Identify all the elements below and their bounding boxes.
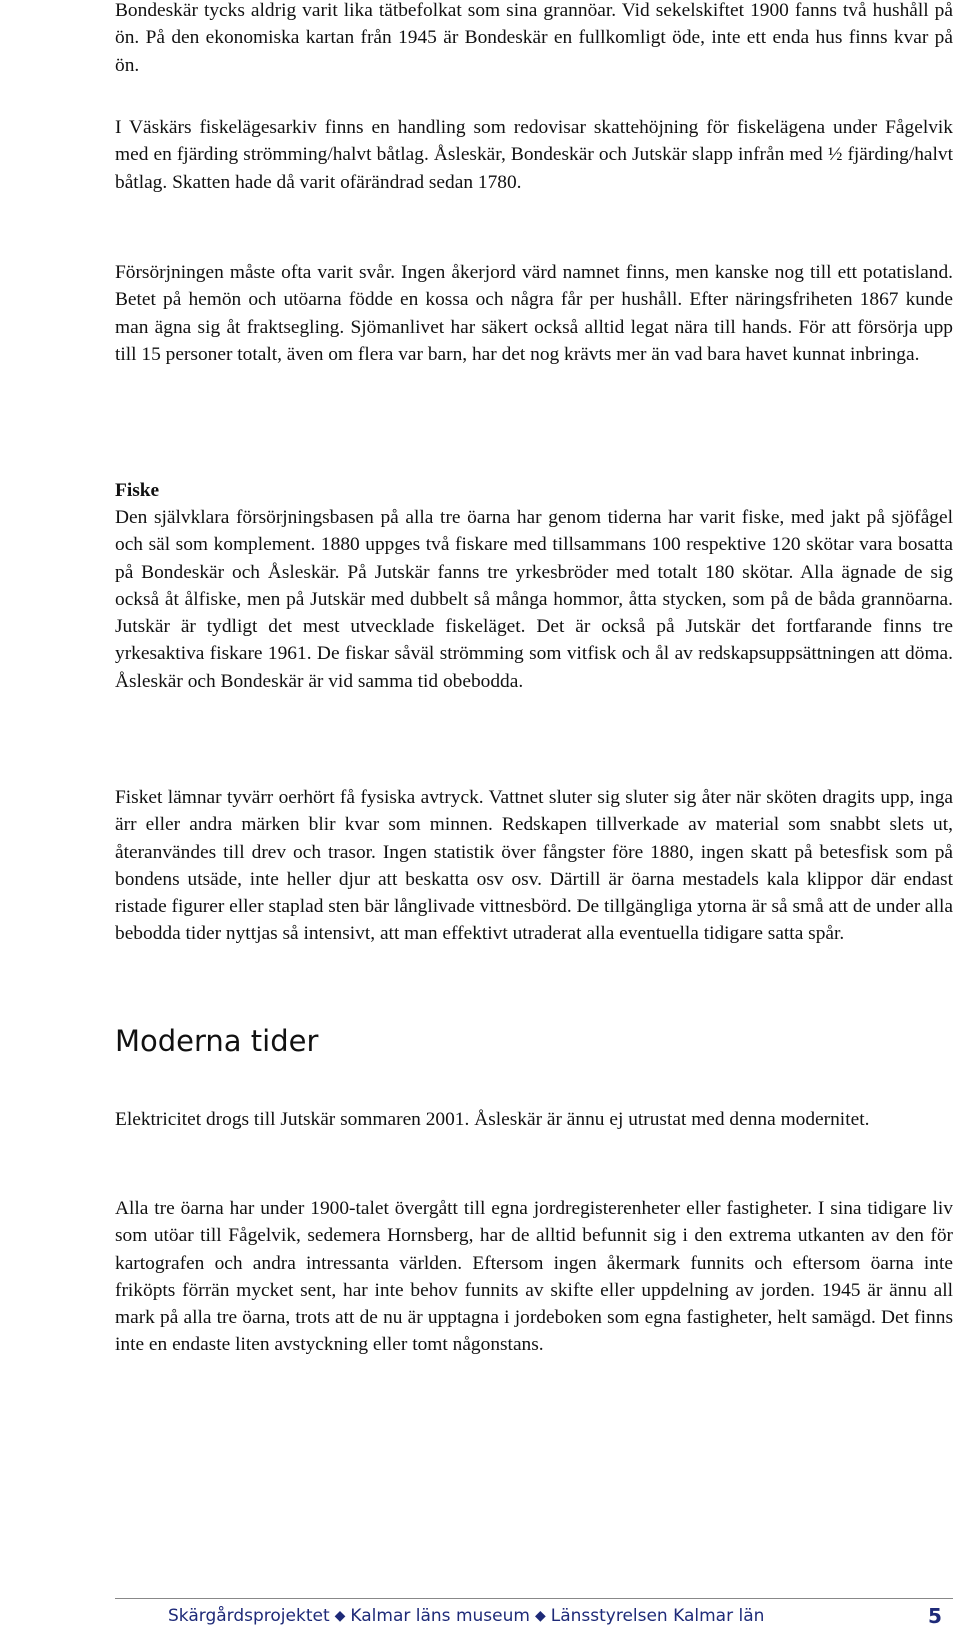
- page-number: 5: [928, 1604, 942, 1628]
- paragraph-livelihood: Försörjningen måste ofta varit svår. Ingen åkerjord värd namnet finns, men kanske nog till ett potatisland. Betet på hemön och utöarna födde en kossa och några får per hushåll. Efter näringsfriheten 1867 kunde man ägna sig åt fraktsegling. Sjömanlivet har säkert också alltid legat nära till hands. För att försörja upp till 15 personer totalt, även om flera var barn, har det nog krävts mer än vad bara havet kunnat inbringa.: [115, 262, 953, 365]
- paragraph-electricity: Elektricitet drogs till Jutskär sommaren 2001. Åsleskär är ännu ej utrustat med denna modernitet.: [115, 1109, 870, 1130]
- footer: [168, 1604, 764, 1629]
- footer-item-skargardsprojektet: Skärgårdsprojektet: [168, 1606, 330, 1626]
- paragraph-fishing-base: Den självklara försörjningsbasen på alla tre öarna har genom tiderna har varit fiske, med jakt på sjöfågel och säl som komplement. 1880 uppges två fiskare med tillsammans 100 respektive 120 skötar vara bosatta på Bondeskär och Åsleskär. På Jutskär fanns tre yrkesbröder med totalt 180 skötar. Alla ägnade de sig också åt ålfiske, men på Jutskär med dubbelt så många hommor, åtta stycken, som på de båda grannöarna. Jutskär är tydligt det mest utvecklade fiskeläget. Det är också på Jutskär det fortfarande finns tre yrkesaktiva fiskare 1961. De fiskar såväl strömming som vitfisk och ål av redskapsuppsättningen att döma. Åsleskär och Bondeskär är vid samma tid obebodda.: [115, 507, 953, 692]
- diamond-separator-icon: ◆: [334, 1608, 346, 1624]
- paragraph-tax-archive: I Väskärs fiskelägesarkiv finns en handling som redovisar skattehöjning för fiskelägena under Fågelvik med en fjärding strömming/halvt båtlag. Åsleskär, Bondeskär och Jutskär slapp infrån med ½ fjärding/halvt båtlag. Skatten hade då varit ofärändrad sedan 1780.: [115, 117, 953, 193]
- footer-item-kalmar-lans-museum: Kalmar läns museum: [350, 1606, 530, 1626]
- footer-item-lansstyrelsen: Länsstyrelsen Kalmar län: [550, 1606, 765, 1626]
- diamond-separator-icon: ◆: [534, 1608, 546, 1624]
- paragraph-property: Alla tre öarna har under 1900-talet övergått till egna jordregisterenheter eller fastigheter. I sina tidigare liv som utöar till Fågelvik, sedemera Hornsberg, har de alltid befunnit sig i den extrema utkanten av den för kartografen och andra intressanta världen. Eftersom ingen åkermark funnits och eftersom öarna inte friköpts förrän mycket sent, har inte behov funnits av skifte eller uppdelning av jorden. 1945 är ännu all mark på alla tre öarna, trots att de nu är upptagna i jordeboken som egna fastigheter, helt samägd. Det finns inte en endaste liten avstyckning eller tomt någonstans.: [115, 1198, 953, 1356]
- paragraph-fishing-traces: Fisket lämnar tyvärr oerhört få fysiska avtryck. Vattnet sluter sig sluter sig åter när sköten dragits upp, inga ärr eller andra märken blir kvar som minnen. Redskapen tillverkade av material som snabbt slets ut, återanvändes till drev och trasor. Ingen statistik över fångster före 1880, ingen skatt på betesfisk som på bondens utsäde, inte heller djur att beskatta osv osv. Därtill är öarna mestadels kala klippor där endast ristade figurer eller staplad sten bär långlivade vittnesbörd. De tillgängliga ytorna är så små att de under alla bebodda tider nyttjas så intensivt, att man effektivt utraderat alla eventuella tidigare satta spår.: [115, 787, 953, 945]
- heading-moderna-tider: Moderna tider: [115, 1024, 319, 1058]
- heading-fiske: Fiske: [115, 480, 160, 501]
- footer-divider: [115, 1598, 953, 1599]
- paragraph-bondeskar-population: Bondeskär tycks aldrig varit lika tätbefolkat som sina grannöar. Vid sekelskiftet 1900 fanns två hushåll på ön. På den ekonomiska kartan från 1945 är Bondeskär en fullkomligt öde, inte ett enda hus finns kvar på ön.: [115, 0, 953, 76]
